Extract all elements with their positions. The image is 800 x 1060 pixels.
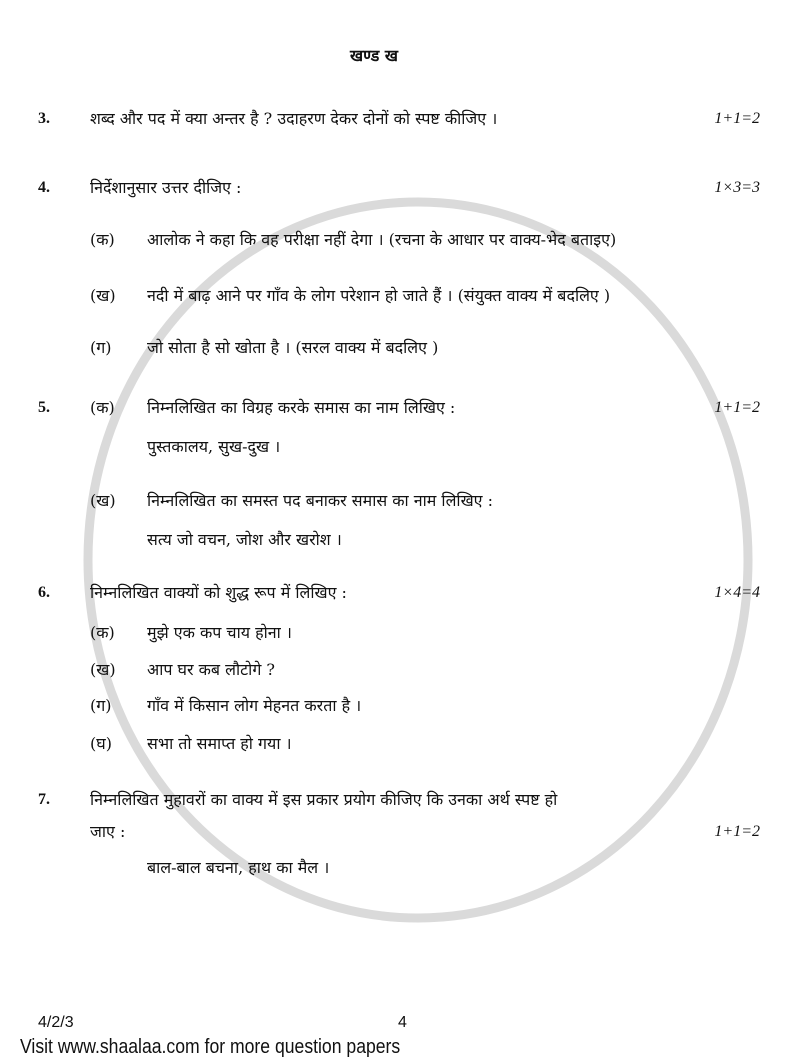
question-number: 5. [38, 399, 50, 416]
part-subtext: पुस्तकालय, सुख-दुख । [147, 437, 281, 456]
visit-shaalaa-link[interactable]: Visit www.shaalaa.com for more question papers [20, 1036, 401, 1058]
question-text: निम्नलिखित मुहावरों का वाक्य में इस प्रकार प्रयोग कीजिए कि उनका अर्थ स्पष्ट हो [90, 790, 558, 809]
question-number: 6. [38, 584, 50, 601]
part-text: निम्नलिखित का विग्रह करके समास का नाम लिखिए : [147, 398, 456, 417]
part-label: (ग) [90, 338, 112, 357]
part-text: सभा तो समाप्त हो गया । [147, 734, 292, 753]
part-label: (क) [90, 398, 115, 417]
part-label: (क) [90, 230, 115, 249]
part-g [90, 338, 680, 358]
part-gh [90, 734, 680, 754]
part-text: नदी में बाढ़ आने पर गाँव के लोग परेशान हो जाते हैं । (संयुक्त वाक्य में बदलिए ) [147, 286, 611, 305]
part-label: (क) [90, 623, 115, 642]
part-label: (ख) [90, 491, 116, 510]
question-number: 3. [38, 110, 50, 127]
part-text: आलोक ने कहा कि वह परीक्षा नहीं देगा । (रचना के आधार पर वाक्य-भेद बताइए) [147, 230, 617, 249]
question-subtext: बाल-बाल बचना, हाथ का मैल । [147, 858, 330, 877]
question-text: शब्द और पद में क्या अन्तर है ? उदाहरण देकर दोनों को स्पष्ट कीजिए । [90, 109, 498, 128]
part-label: (ख) [90, 660, 116, 679]
paper-code: 4/2/3 [38, 1014, 74, 1031]
part-kh [90, 491, 680, 511]
question-number: 4. [38, 179, 50, 196]
part-text: मुझे एक कप चाय होना । [147, 623, 292, 642]
question-marks: 1+1=2 [714, 399, 760, 416]
question-5 [38, 398, 760, 550]
part-kh [90, 286, 680, 306]
part-kh [90, 660, 680, 680]
question-text: निम्नलिखित वाक्यों को शुद्ध रूप में लिखिए : [90, 583, 347, 602]
question-marks: 1+1=2 [714, 823, 760, 840]
question-7 [38, 790, 760, 842]
question-text: निर्देशानुसार उत्तर दीजिए : [90, 178, 242, 197]
part-label: (घ) [90, 734, 112, 753]
part-k [90, 623, 680, 643]
part-k [90, 230, 680, 250]
part-subtext: सत्य जो वचन, जोश और खरोश । [147, 530, 342, 549]
part-k [90, 398, 680, 418]
part-text: आप घर कब लौटोगे ? [147, 660, 275, 679]
part-text: निम्नलिखित का समस्त पद बनाकर समास का नाम लिखिए : [147, 491, 493, 510]
part-text: जो सोता है सो खोता है । (सरल वाक्य में बदलिए ) [147, 338, 439, 357]
question-marks: 1+1=2 [714, 110, 760, 127]
part-g [90, 696, 680, 716]
page-number: 4 [398, 1014, 407, 1031]
question-4 [38, 178, 760, 358]
question-paper-page [38, 46, 760, 878]
question-marks: 1×4=4 [714, 584, 760, 601]
part-label: (ग) [90, 696, 112, 715]
part-label: (ख) [90, 286, 116, 305]
question-number: 7. [38, 791, 50, 808]
question-marks: 1×3=3 [714, 179, 760, 196]
question-6 [38, 583, 760, 754]
question-3 [38, 109, 760, 129]
part-text: गाँव में किसान लोग मेहनत करता है । [147, 696, 362, 715]
question-text-continued: जाए : [90, 822, 126, 841]
section-title: खण्ड ख [350, 46, 398, 65]
